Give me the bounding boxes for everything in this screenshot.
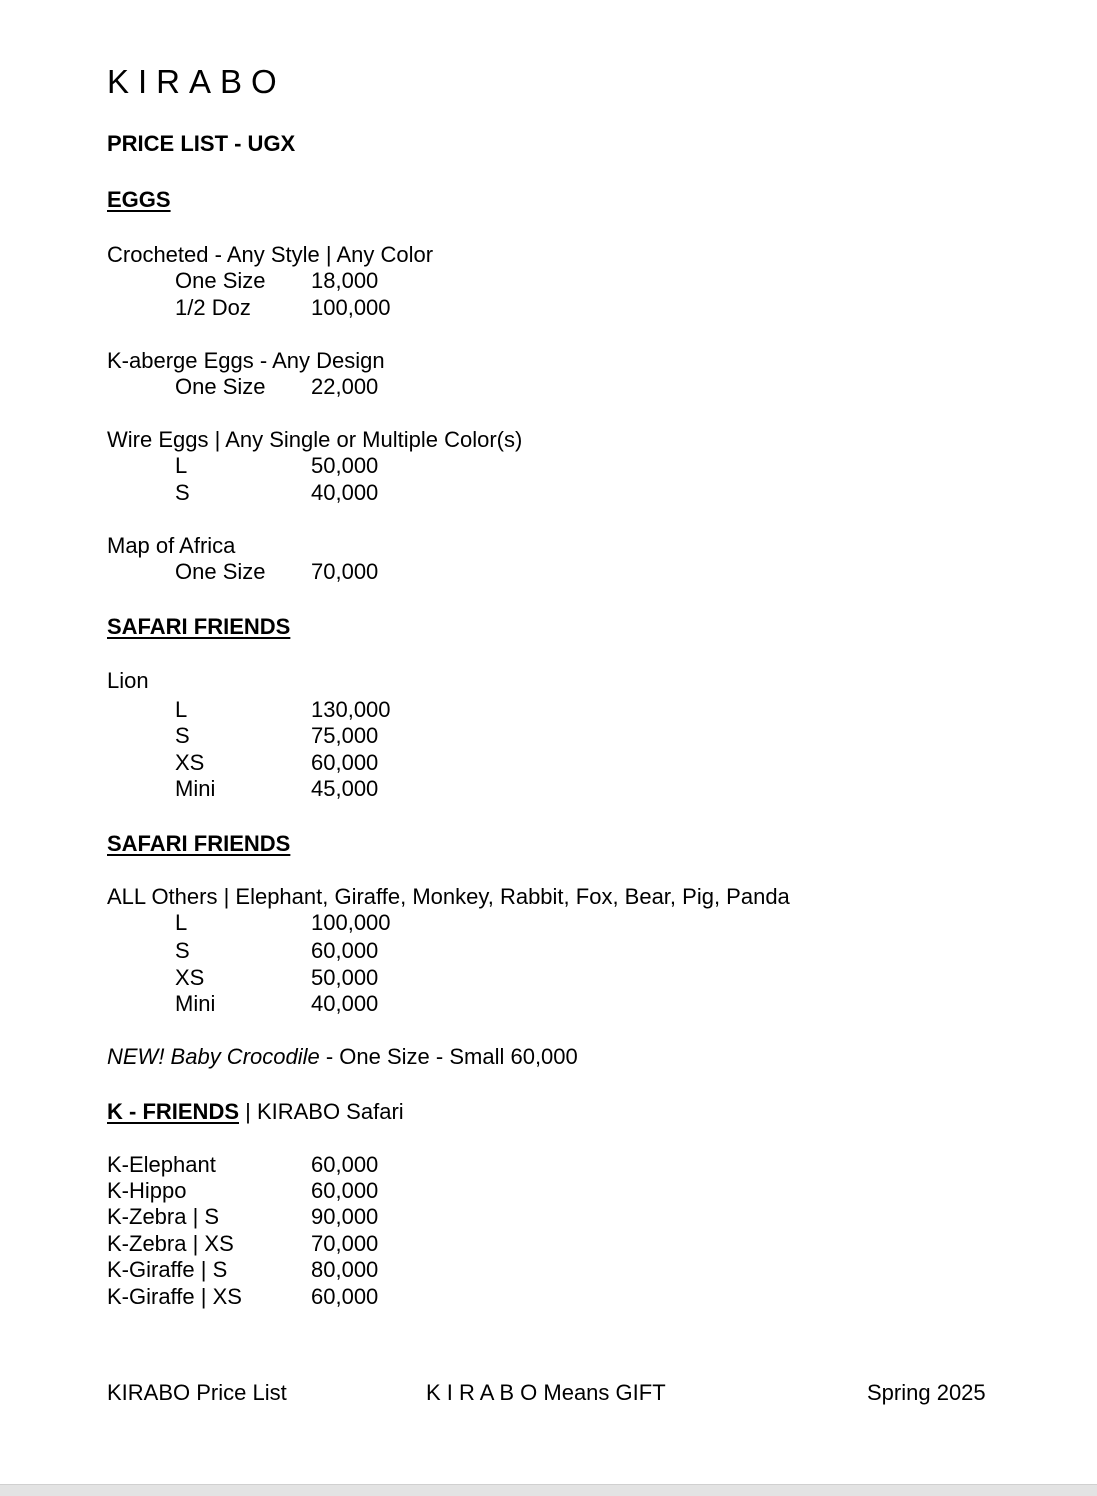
footer-left: KIRABO Price List — [107, 1380, 287, 1405]
section-heading-k-friends — [107, 1099, 404, 1125]
size-label: One Size — [175, 268, 266, 293]
price-value: 60,000 — [311, 1178, 379, 1203]
size-label: 1/2 Doz — [175, 295, 251, 320]
k-friend-name: K-Giraffe | S — [107, 1257, 228, 1282]
price-value: 60,000 — [311, 1152, 379, 1177]
price-value: 60,000 — [311, 1284, 379, 1309]
brand-title: KIRABO — [107, 63, 286, 100]
size-label: One Size — [175, 559, 266, 584]
k-friend-name: K-Giraffe | XS — [107, 1284, 242, 1309]
k-friend-name: K-Hippo — [107, 1178, 187, 1203]
doc-title: PRICE LIST - UGX — [107, 131, 296, 156]
price-value: 45,000 — [311, 776, 379, 801]
price-value: 60,000 — [311, 938, 379, 963]
item-title-lion: Lion — [107, 668, 149, 693]
size-label: S — [175, 480, 190, 505]
price-value: 22,000 — [311, 374, 379, 399]
size-label: XS — [175, 750, 205, 775]
item-title-map: Map of Africa — [107, 533, 236, 558]
section-heading-eggs: EGGS — [107, 187, 171, 212]
size-label: L — [175, 910, 188, 935]
price-value: 50,000 — [311, 965, 379, 990]
size-label: S — [175, 723, 190, 748]
item-title-kaberge: K-aberge Eggs - Any Design — [107, 348, 385, 373]
price-value: 100,000 — [311, 910, 391, 935]
size-label: XS — [175, 965, 205, 990]
price-value: 75,000 — [311, 723, 379, 748]
viewer-bottom-edge — [0, 1484, 1097, 1496]
price-value: 80,000 — [311, 1257, 379, 1282]
size-label: S — [175, 938, 190, 963]
price-value: 40,000 — [311, 991, 379, 1016]
price-value: 90,000 — [311, 1204, 379, 1229]
price-value: 60,000 — [311, 750, 379, 775]
item-title-crocheted: Crocheted - Any Style | Any Color — [107, 242, 434, 267]
price-value: 18,000 — [311, 268, 379, 293]
price-value: 100,000 — [311, 295, 391, 320]
new-item-label: NEW! Baby Crocodile — [107, 1044, 320, 1069]
k-friend-name: K-Zebra | XS — [107, 1231, 234, 1256]
size-label: Mini — [175, 776, 216, 801]
new-item-detail: - One Size - Small 60,000 — [319, 1044, 578, 1069]
price-value: 70,000 — [311, 1231, 379, 1256]
footer-right: Spring 2025 — [867, 1380, 986, 1405]
price-value: 50,000 — [311, 453, 379, 478]
size-label: L — [175, 453, 188, 478]
section-heading-safari-friends-others: SAFARI FRIENDS — [107, 831, 291, 856]
item-title-all-others: ALL Others | Elephant, Giraffe, Monkey, Rabbit, Fox, Bear, Pig, Panda — [107, 884, 790, 909]
item-title-wire-eggs: Wire Eggs | Any Single or Multiple Color(s) — [107, 427, 523, 452]
size-label: Mini — [175, 991, 216, 1016]
k-friends-heading: K - FRIENDS — [107, 1099, 239, 1124]
footer-center: K I R A B O Means GIFT — [426, 1380, 666, 1405]
price-value: 40,000 — [311, 480, 379, 505]
item-baby-crocodile — [107, 1044, 578, 1070]
k-friend-name: K-Elephant — [107, 1152, 216, 1177]
size-label: L — [175, 697, 188, 722]
price-value: 130,000 — [311, 697, 391, 722]
price-value: 70,000 — [311, 559, 379, 584]
k-friends-subheading: | KIRABO Safari — [239, 1099, 404, 1124]
size-label: One Size — [175, 374, 266, 399]
section-heading-safari-friends: SAFARI FRIENDS — [107, 614, 291, 639]
k-friend-name: K-Zebra | S — [107, 1204, 220, 1229]
